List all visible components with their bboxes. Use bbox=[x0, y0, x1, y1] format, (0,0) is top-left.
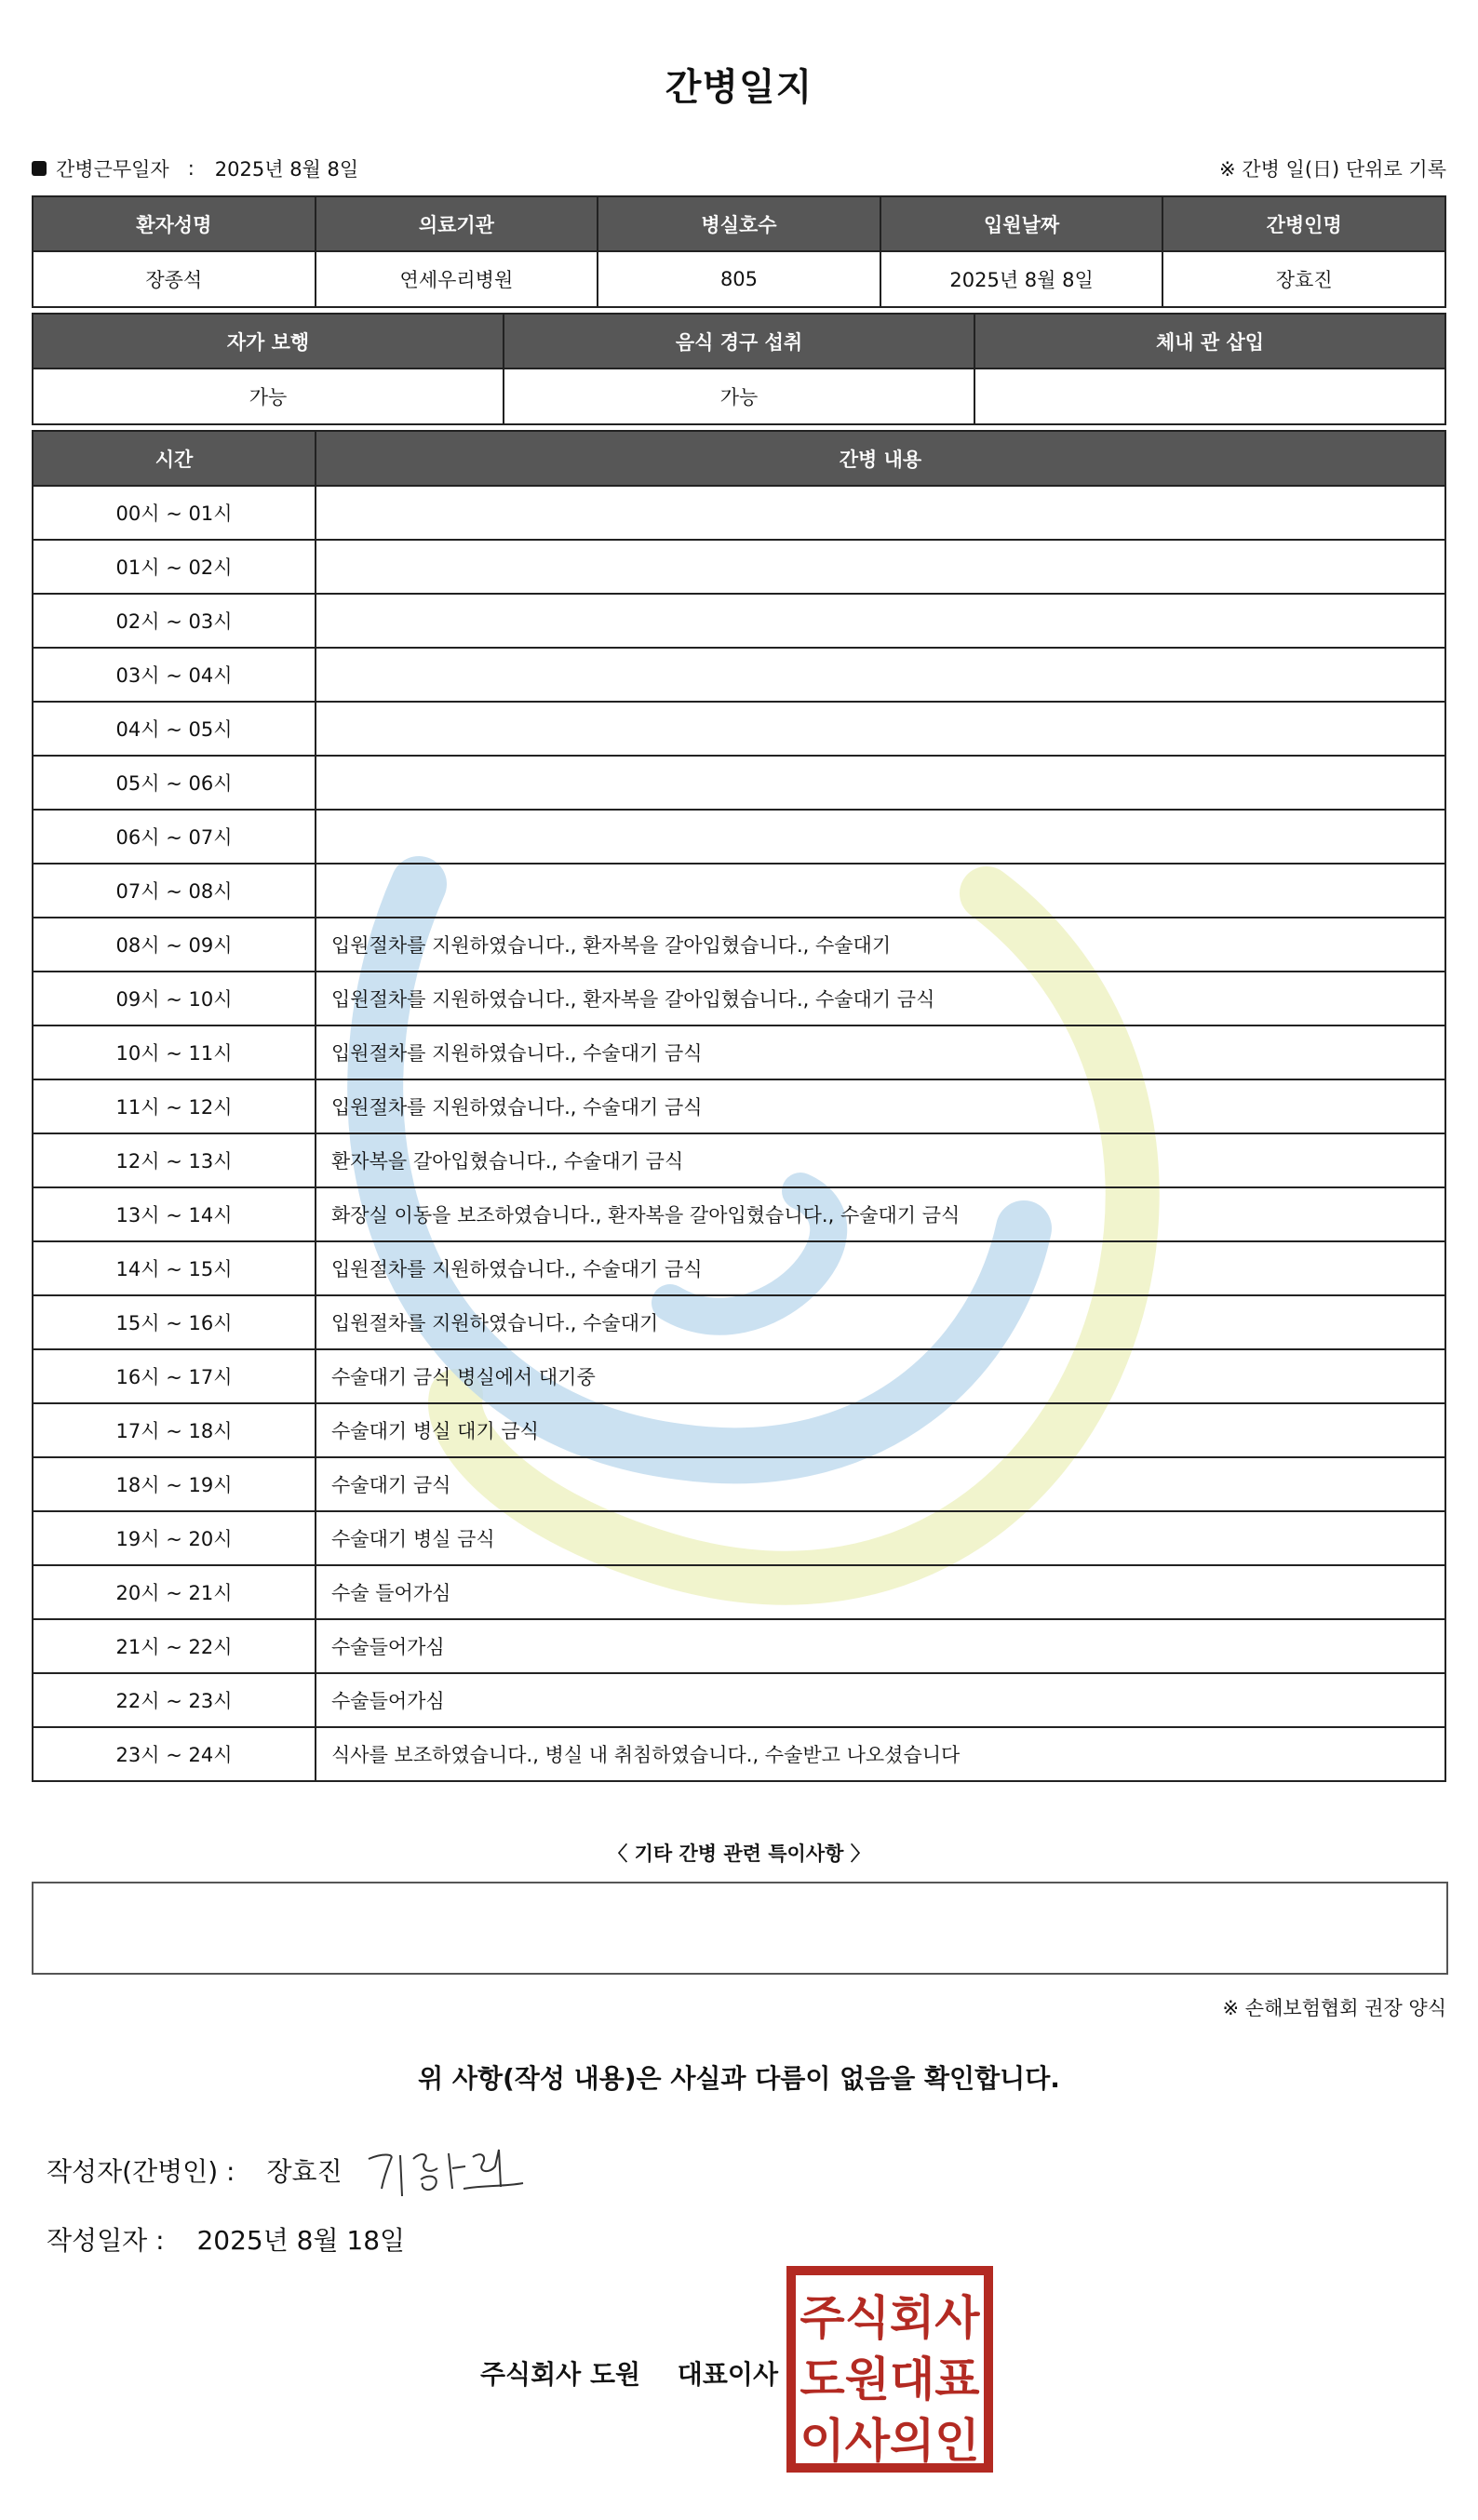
bullet-square-icon bbox=[32, 161, 47, 176]
table-row bbox=[33, 1457, 1445, 1511]
time-cell: 11시 ~ 12시 bbox=[33, 1079, 316, 1133]
time-cell: 04시 ~ 05시 bbox=[33, 702, 316, 756]
table-row bbox=[33, 1079, 1445, 1133]
table-row bbox=[33, 1349, 1445, 1403]
time-cell: 05시 ~ 06시 bbox=[33, 756, 316, 810]
oral-intake-cell: 가능 bbox=[504, 369, 974, 424]
table-row bbox=[33, 1619, 1445, 1673]
care-content-cell: 입원절차를 지원하였습니다., 수술대기 금식 bbox=[316, 1241, 1445, 1295]
writer-line bbox=[47, 2151, 343, 2189]
time-cell: 07시 ~ 08시 bbox=[33, 864, 316, 918]
hourly-care-table bbox=[32, 430, 1446, 1782]
handwritten-signature-icon bbox=[363, 2131, 531, 2205]
work-date-label: 간병근무일자 bbox=[56, 158, 169, 181]
time-cell: 17시 ~ 18시 bbox=[33, 1403, 316, 1457]
time-cell: 12시 ~ 13시 bbox=[33, 1133, 316, 1187]
association-note: ※ 손해보험협회 권장 양식 bbox=[1222, 1997, 1446, 2019]
time-cell: 18시 ~ 19시 bbox=[33, 1457, 316, 1511]
status-header-row bbox=[33, 314, 1445, 369]
time-cell: 20시 ~ 21시 bbox=[33, 1565, 316, 1619]
care-content-cell: 환자복을 갈아입혔습니다., 수술대기 금식 bbox=[316, 1133, 1445, 1187]
care-content-cell bbox=[316, 864, 1445, 918]
table-row bbox=[33, 1295, 1445, 1349]
care-content-cell: 수술대기 금식 병실에서 대기중 bbox=[316, 1349, 1445, 1403]
table-row bbox=[33, 756, 1445, 810]
table-row bbox=[33, 702, 1445, 756]
header-care-content: 간병 내용 bbox=[316, 431, 1445, 486]
time-cell: 02시 ~ 03시 bbox=[33, 594, 316, 648]
table-row bbox=[33, 540, 1445, 594]
header-time: 시간 bbox=[33, 431, 316, 486]
care-content-cell: 식사를 보조하였습니다., 병실 내 취침하였습니다., 수술받고 나오셨습니다 bbox=[316, 1727, 1445, 1781]
patient-value-row bbox=[33, 251, 1445, 307]
institution-cell: 연세우리병원 bbox=[316, 251, 598, 307]
record-note: ※ 간병 일(日) 단위로 기록 bbox=[1219, 158, 1446, 181]
company-seal-icon bbox=[786, 2265, 994, 2473]
writer-label: 작성자(간병인) : bbox=[47, 2156, 235, 2187]
svg-text:주식회사: 주식회사 bbox=[799, 2291, 980, 2345]
document-title: 간병일지 bbox=[665, 66, 813, 109]
time-cell: 09시 ~ 10시 bbox=[33, 972, 316, 1025]
time-cell: 13시 ~ 14시 bbox=[33, 1187, 316, 1241]
care-content-cell: 입원절차를 지원하였습니다., 환자복을 갈아입혔습니다., 수술대기 금식 bbox=[316, 972, 1445, 1025]
time-cell: 03시 ~ 04시 bbox=[33, 648, 316, 702]
care-content-cell: 입원절차를 지원하였습니다., 환자복을 갈아입혔습니다., 수술대기 bbox=[316, 918, 1445, 972]
header-oral-intake: 음식 경구 섭취 bbox=[504, 314, 974, 369]
table-row bbox=[33, 1187, 1445, 1241]
notes-box bbox=[32, 1882, 1448, 1975]
table-row bbox=[33, 918, 1445, 972]
written-date-label: 작성일자 : bbox=[47, 2225, 165, 2256]
time-cell: 10시 ~ 11시 bbox=[33, 1025, 316, 1079]
care-rows bbox=[33, 486, 1445, 1781]
care-content-cell: 수술대기 병실 대기 금식 bbox=[316, 1403, 1445, 1457]
care-content-cell: 입원절차를 지원하였습니다., 수술대기 금식 bbox=[316, 1025, 1445, 1079]
table-row bbox=[33, 1025, 1445, 1079]
notes-label: 〈 기타 간병 관련 특이사항 〉 bbox=[608, 1843, 870, 1865]
table-row bbox=[33, 1673, 1445, 1727]
table-row bbox=[33, 1727, 1445, 1781]
status-value-row bbox=[33, 369, 1445, 424]
tube-insertion-cell bbox=[974, 369, 1445, 424]
header-tube-insertion: 체내 관 삽입 bbox=[974, 314, 1445, 369]
care-content-cell bbox=[316, 594, 1445, 648]
written-date-line bbox=[47, 2220, 405, 2258]
patient-header-row bbox=[33, 196, 1445, 251]
table-row bbox=[33, 1565, 1445, 1619]
admission-date-cell: 2025년 8월 8일 bbox=[880, 251, 1163, 307]
work-date-line bbox=[32, 154, 358, 182]
time-cell: 14시 ~ 15시 bbox=[33, 1241, 316, 1295]
care-content-cell: 수술 들어가심 bbox=[316, 1565, 1445, 1619]
care-content-cell bbox=[316, 810, 1445, 864]
confirmation-statement: 위 사항(작성 내용)은 사실과 다름이 없음을 확인합니다. bbox=[418, 2063, 1060, 2094]
care-content-cell: 입원절차를 지원하였습니다., 수술대기 금식 bbox=[316, 1079, 1445, 1133]
header-patient-name: 환자성명 bbox=[33, 196, 316, 251]
care-content-cell bbox=[316, 486, 1445, 540]
table-row bbox=[33, 810, 1445, 864]
table-row bbox=[33, 486, 1445, 540]
care-content-cell bbox=[316, 756, 1445, 810]
svg-text:도원대표: 도원대표 bbox=[799, 2352, 980, 2406]
patient-name-cell: 장종석 bbox=[33, 251, 316, 307]
table-row bbox=[33, 594, 1445, 648]
care-content-cell: 입원절차를 지원하였습니다., 수술대기 bbox=[316, 1295, 1445, 1349]
caregiver-name-cell: 장효진 bbox=[1162, 251, 1445, 307]
time-cell: 16시 ~ 17시 bbox=[33, 1349, 316, 1403]
care-content-cell: 수술들어가심 bbox=[316, 1619, 1445, 1673]
care-content-cell bbox=[316, 648, 1445, 702]
time-cell: 19시 ~ 20시 bbox=[33, 1511, 316, 1565]
patient-status-table bbox=[32, 313, 1446, 425]
table-row bbox=[33, 972, 1445, 1025]
care-content-cell bbox=[316, 540, 1445, 594]
company-name: 주식회사 도원 bbox=[480, 2359, 641, 2390]
time-cell: 15시 ~ 16시 bbox=[33, 1295, 316, 1349]
time-cell: 21시 ~ 22시 bbox=[33, 1619, 316, 1673]
room-number-cell: 805 bbox=[598, 251, 880, 307]
writer-name: 장효진 bbox=[266, 2156, 343, 2187]
table-row bbox=[33, 1403, 1445, 1457]
representative-title: 대표이사 bbox=[677, 2359, 778, 2390]
written-date-value: 2025년 8월 18일 bbox=[196, 2225, 406, 2256]
care-content-cell: 수술들어가심 bbox=[316, 1673, 1445, 1727]
time-cell: 00시 ~ 01시 bbox=[33, 486, 316, 540]
time-cell: 22시 ~ 23시 bbox=[33, 1673, 316, 1727]
header-admission-date: 입원날짜 bbox=[880, 196, 1163, 251]
self-walking-cell: 가능 bbox=[33, 369, 504, 424]
table-row bbox=[33, 648, 1445, 702]
care-content-cell: 화장실 이동을 보조하였습니다., 환자복을 갈아입혔습니다., 수술대기 금식 bbox=[316, 1187, 1445, 1241]
work-date-separator: : bbox=[187, 157, 195, 180]
table-row bbox=[33, 1241, 1445, 1295]
time-cell: 08시 ~ 09시 bbox=[33, 918, 316, 972]
table-row bbox=[33, 864, 1445, 918]
header-caregiver-name: 간병인명 bbox=[1162, 196, 1445, 251]
table-row bbox=[33, 1133, 1445, 1187]
care-header-row bbox=[33, 431, 1445, 486]
time-cell: 06시 ~ 07시 bbox=[33, 810, 316, 864]
care-content-cell bbox=[316, 702, 1445, 756]
time-cell: 23시 ~ 24시 bbox=[33, 1727, 316, 1781]
company-line bbox=[480, 2354, 778, 2392]
table-row bbox=[33, 1511, 1445, 1565]
header-institution: 의료기관 bbox=[316, 196, 598, 251]
care-content-cell: 수술대기 병실 금식 bbox=[316, 1511, 1445, 1565]
patient-info-table bbox=[32, 195, 1446, 308]
work-date-value: 2025년 8월 8일 bbox=[214, 158, 359, 181]
header-room-number: 병실호수 bbox=[598, 196, 880, 251]
time-cell: 01시 ~ 02시 bbox=[33, 540, 316, 594]
header-self-walking: 자가 보행 bbox=[33, 314, 504, 369]
care-content-cell: 수술대기 금식 bbox=[316, 1457, 1445, 1511]
svg-text:이사의인: 이사의인 bbox=[799, 2414, 980, 2468]
